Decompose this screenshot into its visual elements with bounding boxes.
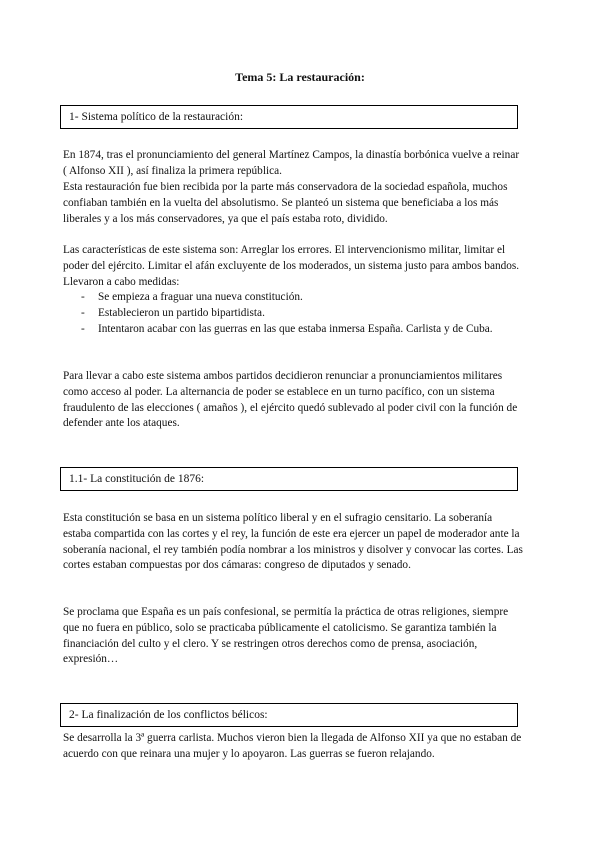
section-1-1-paragraph-2: Se proclama que España es un país confesional, se permitía la práctica de otras religiones, siempre que no fuera en público, solo se practicaba públicamente el catolicismo. Se garantiza también la financiación del culto y el clero. Y se restringen otros derechos como de prensa, asociación, expresión… — [63, 606, 509, 666]
section-1-paragraph-2: Esta restauración fue bien recibida por la parte más conservadora de la sociedad española, muchos confiaban también en la vuelta del absolutismo. Se planteó un sistema que beneficiaba a los más liberales y a los más conservadores, ya que el país estaba roto, dividido. — [63, 181, 508, 225]
list-bullet: - — [81, 306, 85, 319]
list-item-text: Se empieza a fraguar una nueva constitución. — [98, 291, 303, 303]
section-1-1-paragraph-1: Esta constitución se basa en un sistema político liberal y en el sufragio censitario. La soberanía estaba compartida con las cortes y el rey, la función de este era ejercer un papel de moderador ante la soberanía nacional, el rey también podía nombrar a los ministros y disolver y convocar las cortes. Las cortes estaban compuestas por dos cámaras: congreso de diputados y senado. — [63, 512, 523, 572]
section-2-paragraph-1: Se desarrolla la 3ª guerra carlista. Muchos vieron bien la llegada de Alfonso XII ya que no estaban de acuerdo con que reinara una mujer y lo apoyaron. Las guerras se fueron relajando. — [63, 732, 522, 760]
page-title: Tema 5: La restauración: — [235, 70, 365, 84]
section-1-heading: 1- Sistema político de la restauración: — [60, 105, 518, 129]
section-1-paragraph-1: En 1874, tras el pronunciamiento del general Martínez Campos, la dinastía borbónica vuelve a reinar ( Alfonso XII ), así finaliza la primera república. — [63, 149, 520, 177]
section-1-1-heading: 1.1- La constitución de 1876: — [60, 467, 518, 491]
list-item — [63, 322, 523, 338]
list-item — [63, 306, 523, 322]
list-bullet: - — [81, 291, 85, 303]
section-2-heading: 2- La finalización de los conflictos bélicos: — [60, 703, 518, 727]
list-item-text: Establecieron un partido bipartidista. — [98, 306, 265, 319]
section-1-measures-list — [63, 290, 523, 337]
section-1-paragraph-3: Las características de este sistema son: Arreglar los errores. El intervencionismo militar, limitar el poder del ejército. Limitar el afán excluyente de los moderados, un sistema justo para ambos bandos. Llevaron a cabo medidas: — [63, 244, 520, 288]
list-item-text: Intentaron acabar con las guerras en las que estaba inmersa España. Carlista y de Cuba. — [98, 322, 493, 335]
list-bullet: - — [81, 322, 85, 335]
list-item — [63, 290, 523, 306]
section-1-paragraph-4: Para llevar a cabo este sistema ambos partidos decidieron renunciar a pronunciamientos militares como acceso al poder. La alternancia de poder se establece en un turno pacífico, con un sistema fraudulento de las elecciones ( amaños ), el ejército quedó sublevado al poder civil con la función de defender ante los ataques. — [63, 370, 518, 430]
